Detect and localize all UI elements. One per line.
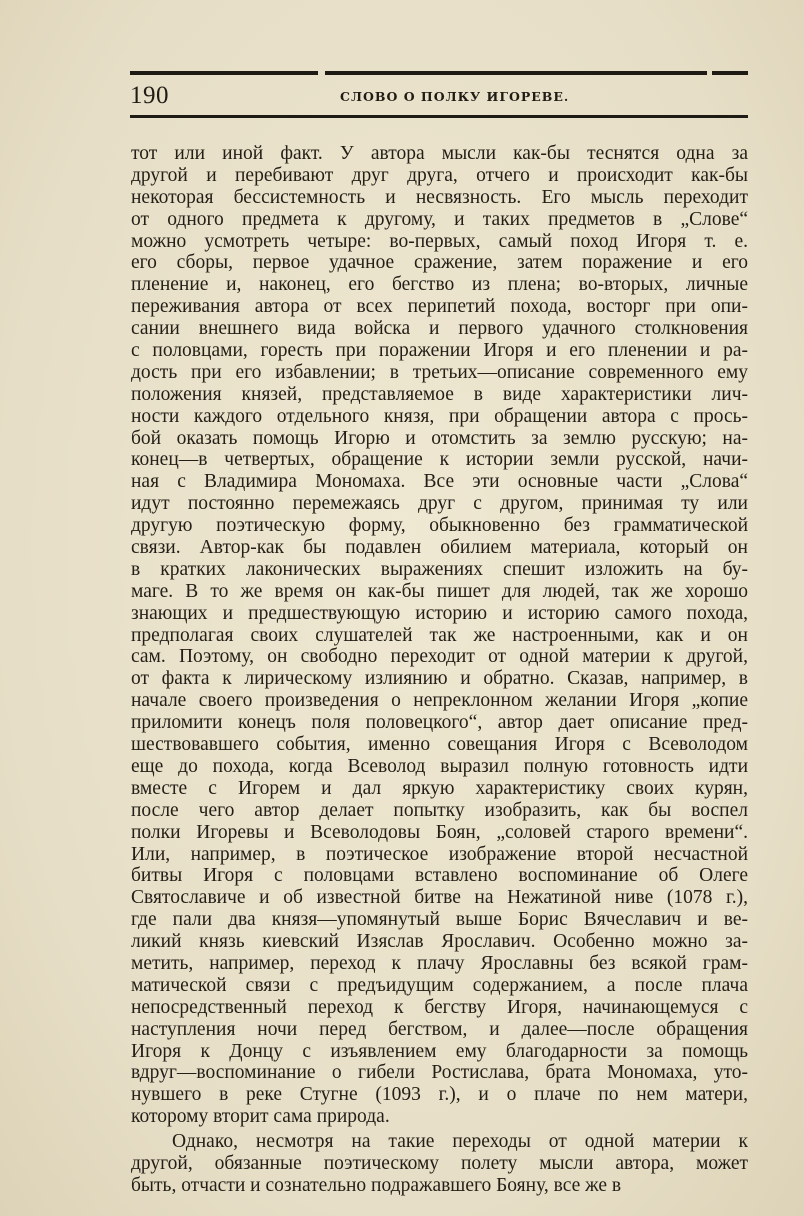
text-line: связи. Автор-как бы подавлен обилием материала, который он <box>131 537 748 559</box>
text-line: Или, например, в поэтическое изображение второй несчастной <box>131 843 748 865</box>
text-line: после чего автор делает попытку изобразить, как бы воспел <box>131 799 748 821</box>
text-line: пленение и, наконец, его бегство из плена; во-вторых, личные <box>131 274 748 296</box>
text-line: идут постоянно перемежаясь друг с другом, принимая ту или <box>131 493 748 515</box>
text-line: вместе с Игорем и дал яркую характеристику своих курян, <box>131 777 748 799</box>
text-line: от одного предмета к другому, и таких предметов в „Слове“ <box>131 208 748 230</box>
text-line: ная с Владимира Мономаха. Все эти основные части „Слова“ <box>131 471 748 493</box>
body-text <box>131 143 748 1197</box>
text-line: с половцами, горесть при поражении Игоря и его пленении и ра- <box>131 340 748 362</box>
text-line: еще до похода, когда Всеволод выразил полную готовность идти <box>131 755 748 777</box>
text-line: наступления ночи перед бегством, и далее—после обращения <box>131 1018 748 1040</box>
paragraph-1 <box>131 143 748 1128</box>
text-line: непосредственный переход к бегству Игоря, начинающемуся с <box>131 996 748 1018</box>
text-line: нувшего в реке Стугне (1093 г.), и о плаче по нем матери, <box>131 1084 748 1106</box>
text-line: матической связи с предъидущим содержанием, а после плача <box>131 974 748 996</box>
header-top-rule <box>130 71 318 75</box>
text-line: тот или иной факт. У автора мысли как-бы теснятся одна за <box>131 143 748 164</box>
text-line: от факта к лирическому излиянию и обратно. Сказав, например, в <box>131 668 748 690</box>
page-number: 190 <box>130 82 169 109</box>
text-line: можно усмотреть четыре: во-первых, самый поход Игоря т. е. <box>131 230 748 252</box>
text-line: бой оказать помощь Игорю и отомстить за землю русскую; на- <box>131 427 748 449</box>
running-head: СЛОВО О ПОЛКУ ИГОРЕВЕ. <box>340 89 570 104</box>
text-line: ности каждого отдельного князя, при обращении автора с прось- <box>131 405 748 427</box>
text-line: где пали два князя—упомянутый выше Борис Вячеславич и ве- <box>131 909 748 931</box>
text-line: быть, отчасти и сознательно подражавшего Бояну, все же в <box>131 1174 622 1196</box>
text-line: переживания автора от всех перипетий похода, восторг при опи- <box>131 296 748 318</box>
header-bottom-rule <box>130 115 748 118</box>
text-line: метить, например, переход к плачу Ярославны без всякой грам- <box>131 952 748 974</box>
page-header <box>130 81 748 111</box>
text-line: шествовавшего события, именно совещания Игоря с Всеволодом <box>131 734 748 756</box>
text-line: в кратких лаконических выражениях спешит изложить на бу- <box>131 558 748 580</box>
paragraph-2 <box>131 1131 748 1197</box>
text-line: положения князей, представляемое в виде характеристики лич- <box>131 383 748 405</box>
text-line: начале своего произведения о непреклонном желании Игоря „копие <box>131 690 748 712</box>
text-line: полки Игоревы и Всеволодовы Боян, „соловей старого времени“. <box>131 821 748 843</box>
text-line: другой и перебивают друг друга, отчего и происходит как-бы <box>131 164 748 186</box>
text-line: его сборы, первое удачное сражение, затем поражение и его <box>131 252 748 274</box>
text-line: дость при его избавлении; в третьих—описание современного ему <box>131 361 748 383</box>
text-line: другой, обязанные поэтическому полету мысли автора, может <box>131 1152 748 1174</box>
text-line: маге. В то же время он как-бы пишет для людей, так же хорошо <box>131 580 748 602</box>
header-top-rule <box>712 71 748 75</box>
text-line: Святославиче и об известной битве на Нежатиной ниве (1078 г.), <box>131 887 748 909</box>
text-line: сании внешнего вида войска и первого удачного столкновения <box>131 318 748 340</box>
text-line: знающих и предшествующую историю и историю самого похода, <box>131 602 748 624</box>
header-top-rule <box>325 71 707 75</box>
text-line: некоторая бессистемность и несвязность. Его мысль переходит <box>131 186 748 208</box>
text-line: приломити конецъ поля половецкого“, автор дает описание пред- <box>131 712 748 734</box>
text-line: другую поэтическую форму, обыкновенно без грамматической <box>131 515 748 537</box>
text-line: предполагая своих слушателей так же настроенными, как и он <box>131 624 748 646</box>
text-line: сам. Поэтому, он свободно переходит от одной материи к другой, <box>131 646 748 668</box>
text-line: конец—в четвертых, обращение к истории земли русской, начи- <box>131 449 748 471</box>
text-line: вдруг—воспоминание о гибели Ростислава, брата Мономаха, уто- <box>131 1062 748 1084</box>
text-line: битвы Игоря с половцами вставлено воспоминание об Олеге <box>131 865 748 887</box>
text-line: которому вторит сама природа. <box>131 1106 390 1128</box>
text-line: ликий князь киевский Изяслав Ярославич. Особенно можно за- <box>131 931 748 953</box>
text-line: Однако, несмотря на такие переходы от одной материи к <box>172 1131 748 1153</box>
text-line: Игоря к Донцу с изъявлением ему благодарности за помощь <box>131 1040 748 1062</box>
